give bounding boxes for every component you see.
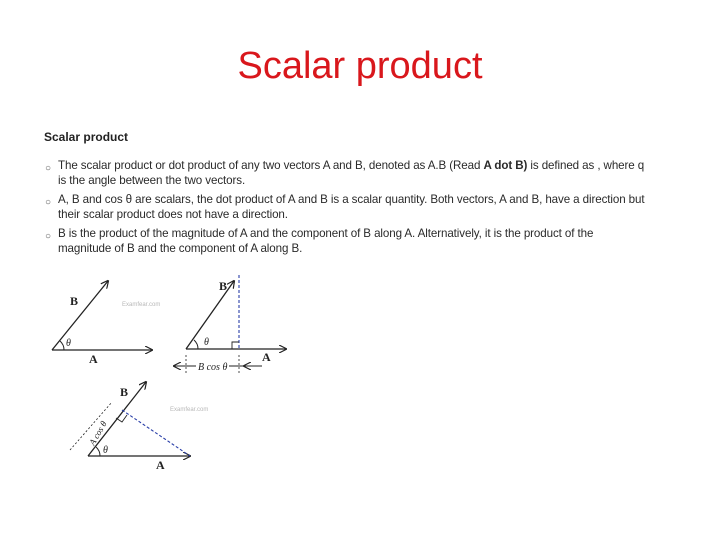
label-b-cos-theta: B cos θ xyxy=(198,362,228,373)
slide-title: Scalar product xyxy=(237,45,483,87)
figure-vectors-angle xyxy=(52,281,160,366)
label-theta: θ xyxy=(103,445,108,456)
bullet-text: The scalar product or dot product of any two vectors A and B, denoted as A.B (Read xyxy=(58,159,484,172)
watermark-text: Examfear.com xyxy=(122,302,161,308)
angle-arc xyxy=(194,340,198,349)
angle-arc xyxy=(60,341,64,350)
angle-arc xyxy=(96,447,100,456)
label-b: B xyxy=(120,385,129,399)
bullet-line: their scalar product does not have a direction. xyxy=(58,208,288,221)
label-a: A xyxy=(262,350,271,364)
bullet-line: B is the product of the magnitude of A and the component of B along A. Alternatively, it is the product of the xyxy=(58,227,594,240)
label-b: B xyxy=(219,279,228,293)
figure-projection-b-on-a xyxy=(174,275,286,375)
label-theta: θ xyxy=(204,337,209,348)
figure-projection-a-on-b xyxy=(70,382,208,472)
label-b: B xyxy=(70,294,79,308)
vector-b-arrow xyxy=(52,281,108,350)
label-a: A xyxy=(89,352,98,366)
bullet-text: is defined as , where q xyxy=(527,159,645,172)
document-heading: Scalar product xyxy=(44,130,129,144)
label-a-cos-theta: A cos θ xyxy=(87,419,109,447)
bullet-marker: ○ xyxy=(45,231,51,242)
bullet-marker: ○ xyxy=(45,163,51,174)
bullet-line: is the angle between the two vectors. xyxy=(58,174,246,187)
watermark-text: Examfear.com xyxy=(170,407,209,413)
bullet-line: A, B and cos θ are scalars, the dot product of A and B is a scalar quantity. Both vectors, A and B, have a direction but xyxy=(58,193,645,206)
bullet-marker: ○ xyxy=(45,197,51,208)
bullet-line: magnitude of B and the component of A along B. xyxy=(58,242,303,255)
label-theta: θ xyxy=(66,338,71,349)
label-a: A xyxy=(156,458,165,472)
projection-dashed-line xyxy=(122,410,190,456)
bullet-bold-text: A dot B) xyxy=(483,159,528,172)
right-angle-mark xyxy=(232,342,239,349)
